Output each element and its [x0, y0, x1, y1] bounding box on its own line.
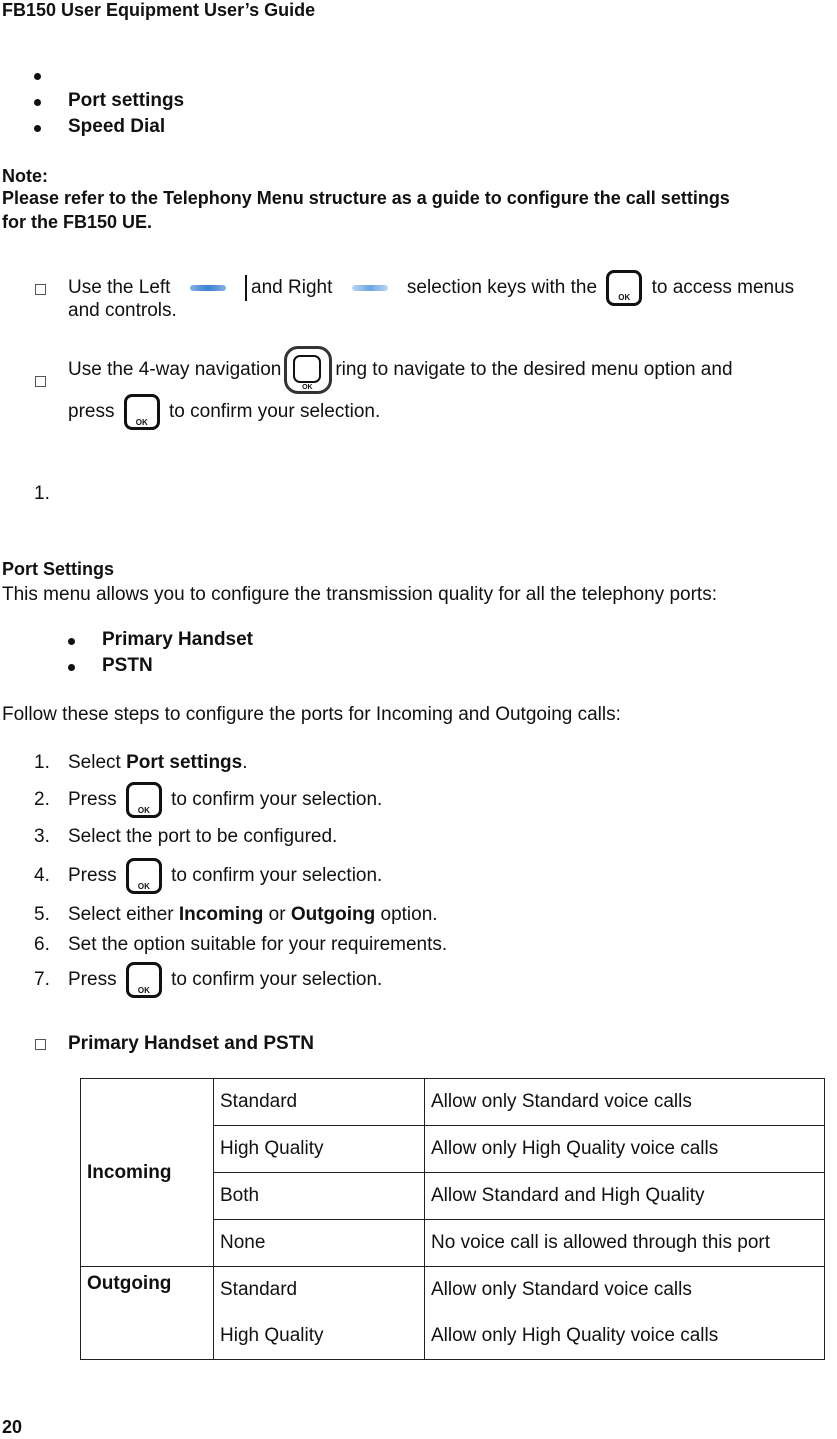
ok-button-icon: OK	[124, 394, 160, 430]
note-label: Note:	[2, 166, 48, 186]
step-4: 4. Press OK to confirm your selection.	[34, 858, 382, 894]
bullet-icon	[68, 638, 75, 645]
numbered-item: 1.	[34, 483, 50, 504]
table-cell-desc: Allow only High Quality voice calls	[425, 1126, 825, 1173]
table-cell-option: High Quality	[214, 1126, 425, 1173]
right-softkey-icon	[352, 285, 388, 291]
section-heading: Port Settings	[2, 559, 115, 579]
table-cell-option: Standard	[214, 1079, 425, 1126]
table-cell-option: High Quality	[214, 1313, 425, 1360]
cursor-bar-icon	[245, 275, 247, 301]
step-6: 6. Set the option suitable for your requirements.	[34, 934, 448, 955]
checkbox-square-icon	[35, 1039, 46, 1050]
left-softkey-icon	[190, 285, 226, 291]
step-5: 5. Select either Incoming or Outgoing option.	[34, 904, 438, 925]
note-line-1: Please refer to the Telephony Menu structure as a guide to configure the call settings	[2, 188, 730, 208]
bullet-icon	[68, 664, 75, 671]
table-cell-option: None	[214, 1220, 425, 1267]
step-2: 2. Press OK to confirm your selection.	[34, 782, 382, 818]
table-heading: Primary Handset and PSTN	[68, 1033, 315, 1054]
instruction-selection-keys-cont: and controls.	[68, 300, 177, 321]
table-cell-desc: No voice call is allowed through this port	[425, 1220, 825, 1267]
table-cell-option: Both	[214, 1173, 425, 1220]
ok-button-icon: OK	[126, 782, 162, 818]
ok-button-icon: OK	[606, 270, 642, 306]
table-cell-desc: Allow only Standard voice calls	[425, 1267, 825, 1314]
nav-ring-icon: OK	[284, 346, 332, 394]
instruction-nav-ring-cont: press OK to confirm your selection.	[68, 394, 380, 430]
list-item: Speed Dial	[30, 114, 184, 140]
outgoing-label: Outgoing	[81, 1267, 214, 1360]
checkbox-square-icon	[35, 284, 46, 295]
table-cell-desc: Allow Standard and High Quality	[425, 1173, 825, 1220]
bullet-icon	[34, 73, 41, 80]
step-3: 3. Select the port to be configured.	[34, 826, 338, 847]
bullet-icon	[34, 125, 41, 132]
table-cell-desc: Allow only Standard voice calls	[425, 1079, 825, 1126]
table-row	[81, 1079, 825, 1126]
bullet-icon	[34, 99, 41, 106]
note-line-2: for the FB150 UE.	[2, 212, 153, 232]
top-bullet-list	[30, 62, 184, 140]
instruction-selection-keys: Use the Left and Right selection keys with the OK to access menus	[68, 270, 794, 306]
step-1: 1. Select Port settings.	[34, 752, 248, 773]
section-description: This menu allows you to configure the transmission quality for all the telephony ports:	[2, 584, 717, 605]
table-cell-option: Standard	[214, 1267, 425, 1314]
list-item: Primary Handset	[64, 627, 253, 653]
ok-button-icon: OK	[126, 858, 162, 894]
document-header: FB150 User Equipment User’s Guide	[2, 0, 316, 20]
instruction-nav-ring: Use the 4-way navigation OK ring to navigate to the desired menu option and	[68, 346, 733, 394]
list-item: Port settings	[30, 88, 184, 114]
ok-button-icon: OK	[126, 962, 162, 998]
page-number: 20	[2, 1417, 23, 1437]
list-item	[30, 62, 184, 88]
incoming-label: Incoming	[81, 1079, 214, 1267]
port-settings-table	[80, 1078, 825, 1360]
table-row	[81, 1267, 825, 1314]
steps-intro: Follow these steps to configure the ports for Incoming and Outgoing calls:	[2, 704, 621, 725]
table-cell-desc: Allow only High Quality voice calls	[425, 1313, 825, 1360]
list-item: PSTN	[64, 653, 253, 679]
step-7: 7. Press OK to confirm your selection.	[34, 962, 382, 998]
checkbox-square-icon	[35, 376, 46, 387]
port-bullet-list	[64, 627, 253, 679]
